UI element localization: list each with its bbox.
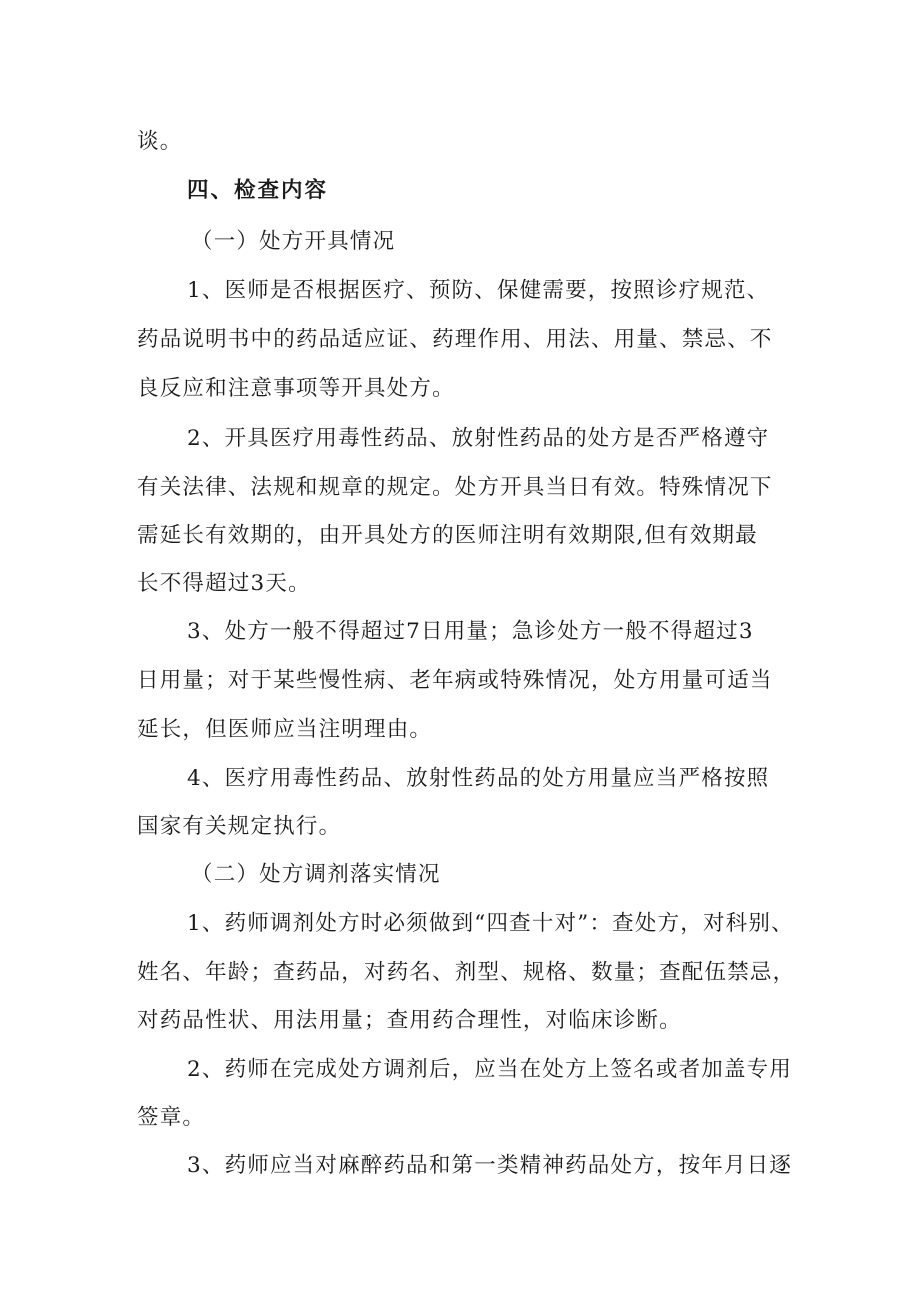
text-line: 对药品性状、用法用量；查用药合理性，对临床诊断。 xyxy=(137,1008,682,1033)
section-heading: 四、检查内容 xyxy=(187,178,329,203)
text-line: 国家有关规定执行。 xyxy=(137,814,342,839)
text-line: 延长，但医师应当注明理由。 xyxy=(137,717,433,742)
text-line: 药品说明书中的药品适应证、药理作用、用法、用量、禁忌、不 xyxy=(137,327,773,352)
text-line: 谈。 xyxy=(137,129,183,154)
subsection-heading: （一）处方开具情况 xyxy=(191,229,396,254)
text-line: 良反应和注意事项等开具处方。 xyxy=(137,376,455,401)
text-line: 4、医疗用毒性药品、放射性药品的处方用量应当严格按照 xyxy=(187,766,770,791)
text-line: 1、医师是否根据医疗、预防、保健需要，按照诊疗规范、 xyxy=(187,278,770,303)
text-line: 1、药师调剂处方时必须做到“四查十对”：查处方，对科别、 xyxy=(187,911,794,936)
text-line: 姓名、年龄；查药品，对药名、剂型、规格、数量；查配伍禁忌， xyxy=(137,960,796,985)
text-line: 有关法律、法规和规章的规定。处方开具当日有效。特殊情况下 xyxy=(137,475,773,500)
text-line: 2、开具医疗用毒性药品、放射性药品的处方是否严格遵守 xyxy=(187,426,770,451)
text-line: 签章。 xyxy=(137,1105,206,1130)
text-line: 日用量；对于某些慢性病、老年病或特殊情况，处方用量可适当 xyxy=(137,668,773,693)
text-line: 3、处方一般不得超过7日用量；急诊处方一般不得超过3 xyxy=(187,619,754,644)
text-line: 长不得超过3天。 xyxy=(137,571,311,596)
subsection-heading: （二）处方调剂落实情况 xyxy=(191,862,441,887)
text-line: 2、药师在完成处方调剂后，应当在处方上签名或者加盖专用 xyxy=(187,1057,793,1082)
text-line: 3、药师应当对麻醉药品和第一类精神药品处方，按年月日逐 xyxy=(187,1153,793,1178)
text-line: 需延长有效期的，由开具处方的医师注明有效期限,但有效期最 xyxy=(137,523,758,548)
